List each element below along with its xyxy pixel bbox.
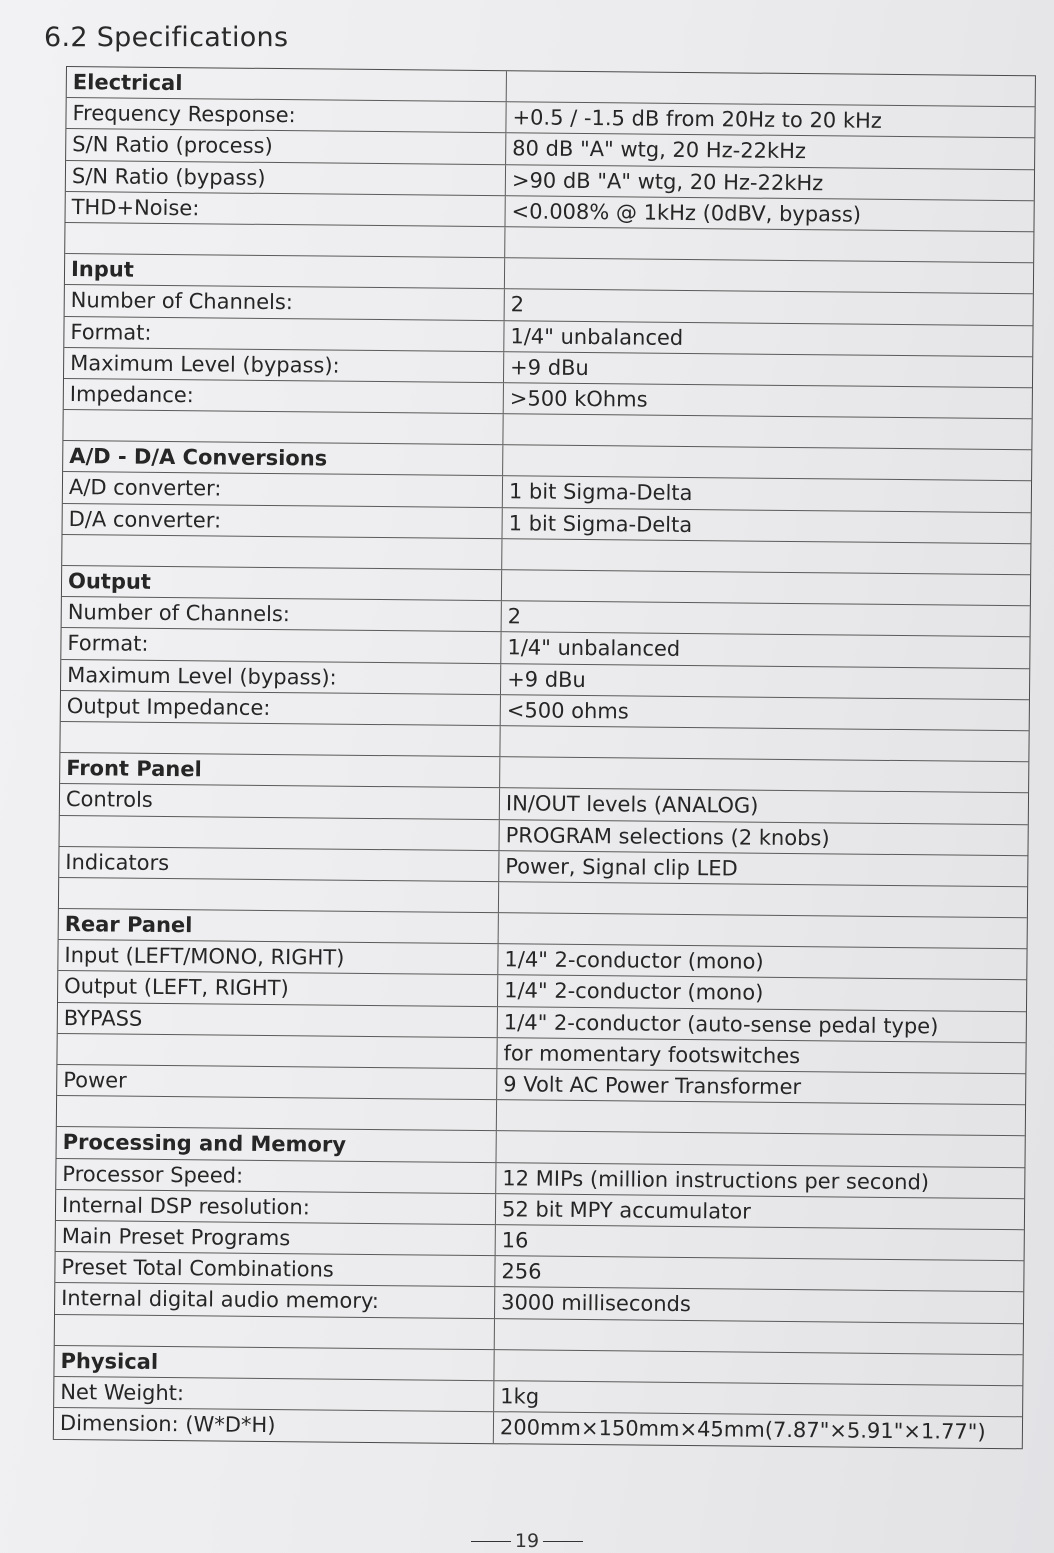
spec-label: Number of Channels: [65, 285, 505, 319]
spec-value: for momentary footswitches [503, 1041, 801, 1068]
section-title: A/D - D/A Conversions [63, 441, 503, 475]
spec-value: 2 [507, 604, 522, 629]
spec-value: 200mm×150mm×45mm(7.87"×5.91"×1.77") [499, 1415, 986, 1444]
spec-value: 1 bit Sigma-Delta [508, 510, 693, 537]
spec-value: >500 kOhms [509, 386, 648, 412]
spec-label [57, 1096, 497, 1130]
specifications-table [53, 66, 1036, 1449]
spec-value [505, 258, 1033, 293]
spec-label: Format: [61, 628, 501, 662]
spec-label: Preset Total Combinations [55, 1252, 495, 1286]
spec-label: A/D converter: [63, 472, 503, 506]
spec-label: Frequency Response: [66, 98, 506, 132]
spec-value [503, 414, 1031, 449]
page-footer [0, 1530, 1054, 1552]
spec-value: 1 bit Sigma-Delta [508, 479, 693, 506]
spec-label: S/N Ratio (process) [66, 129, 506, 163]
spec-label: D/A converter: [63, 504, 503, 538]
spec-label [60, 815, 500, 849]
spec-label: Maximum Level (bypass): [61, 660, 501, 694]
spec-value [499, 913, 1027, 948]
spec-value: PROGRAM selections (2 knobs) [505, 822, 830, 850]
spec-value [500, 757, 1028, 792]
spec-value: 1/4" unbalanced [510, 323, 684, 350]
spec-value: 16 [501, 1228, 529, 1253]
section-title: Electrical [67, 67, 507, 101]
spec-label: THD+Noise: [66, 192, 506, 226]
spec-value: IN/OUT levels (ANALOG) [505, 791, 759, 818]
spec-label [62, 535, 502, 569]
spec-value [507, 71, 1035, 106]
spec-value [494, 1350, 1022, 1385]
spec-label: Dimension: (W*D*H) [54, 1408, 494, 1443]
spec-label: BYPASS [58, 1003, 498, 1037]
spec-value: 3000 milliseconds [501, 1290, 692, 1317]
spec-value [499, 882, 1027, 917]
spec-value: 1/4" 2-conductor (mono) [504, 947, 764, 974]
spec-value [505, 227, 1033, 262]
spec-value: Power, Signal clip LED [505, 853, 738, 881]
spec-label: Number of Channels: [62, 597, 502, 631]
spec-value: +0.5 / -1.5 dB from 20Hz to 20 kHz [512, 105, 882, 134]
spec-label: Net Weight: [54, 1377, 494, 1411]
spec-label: S/N Ratio (bypass) [66, 161, 506, 195]
spec-value: 1/4" 2-conductor (mono) [504, 978, 764, 1006]
spec-value: +9 dBu [507, 666, 586, 692]
spec-value [497, 1132, 1025, 1167]
spec-label: Output Impedance: [61, 691, 501, 725]
spec-value: 1/4" 2-conductor (auto-sense pedal type) [503, 1009, 939, 1039]
spec-value: 80 dB "A" wtg, 20 Hz-22kHz [512, 136, 807, 164]
spec-value: 2 [510, 292, 525, 317]
spec-label: Input (LEFT/MONO, RIGHT) [58, 940, 498, 974]
spec-value [495, 1319, 1023, 1354]
footer-dash-right [543, 1541, 583, 1542]
spec-value [502, 570, 1030, 605]
spec-value: 256 [501, 1259, 542, 1284]
spec-label: Power [57, 1065, 497, 1099]
spec-value: <0.008% @ 1kHz (0dBV, bypass) [511, 199, 862, 227]
spec-value [500, 726, 1028, 761]
spec-label [65, 223, 505, 257]
spec-label: Impedance: [64, 379, 504, 413]
section-title: Front Panel [60, 753, 500, 787]
spec-label: Internal DSP resolution: [56, 1190, 496, 1224]
section-title: Rear Panel [59, 909, 499, 943]
spec-label: Main Preset Programs [56, 1221, 496, 1255]
spec-value: 1kg [500, 1384, 540, 1409]
page-number: 19 [514, 1530, 540, 1552]
spec-label: Maximum Level (bypass): [64, 348, 504, 382]
spec-value: 9 Volt AC Power Transformer [503, 1072, 802, 1100]
spec-label: Output (LEFT, RIGHT) [58, 971, 498, 1005]
spec-label [59, 878, 499, 912]
spec-label [57, 1034, 497, 1068]
section-title: Output [62, 566, 502, 600]
spec-value: 12 MIPs (million instructions per second) [502, 1165, 930, 1194]
spec-label [63, 410, 503, 444]
footer-dash-left [471, 1541, 511, 1542]
spec-value [503, 445, 1031, 480]
section-title: Processing and Memory [57, 1127, 497, 1161]
spec-value: +9 dBu [510, 354, 589, 380]
spec-label: Controls [60, 784, 500, 818]
spec-value: <500 ohms [506, 698, 629, 724]
spec-label [60, 722, 500, 756]
spec-label: Internal digital audio memory: [55, 1283, 495, 1317]
spec-value: 1/4" unbalanced [507, 635, 681, 662]
section-title: Physical [54, 1346, 494, 1380]
section-heading: 6.2 Specifications [44, 22, 289, 53]
spec-label [55, 1314, 495, 1348]
spec-value [497, 1100, 1025, 1135]
spec-label: Format: [64, 316, 504, 350]
section-title: Input [65, 254, 505, 288]
spec-value: >90 dB "A" wtg, 20 Hz-22kHz [511, 167, 824, 195]
spec-value: 52 bit MPY accumulator [501, 1196, 751, 1224]
spec-label: Indicators [59, 847, 499, 881]
spec-label: Processor Speed: [56, 1159, 496, 1193]
spec-value [502, 539, 1030, 574]
